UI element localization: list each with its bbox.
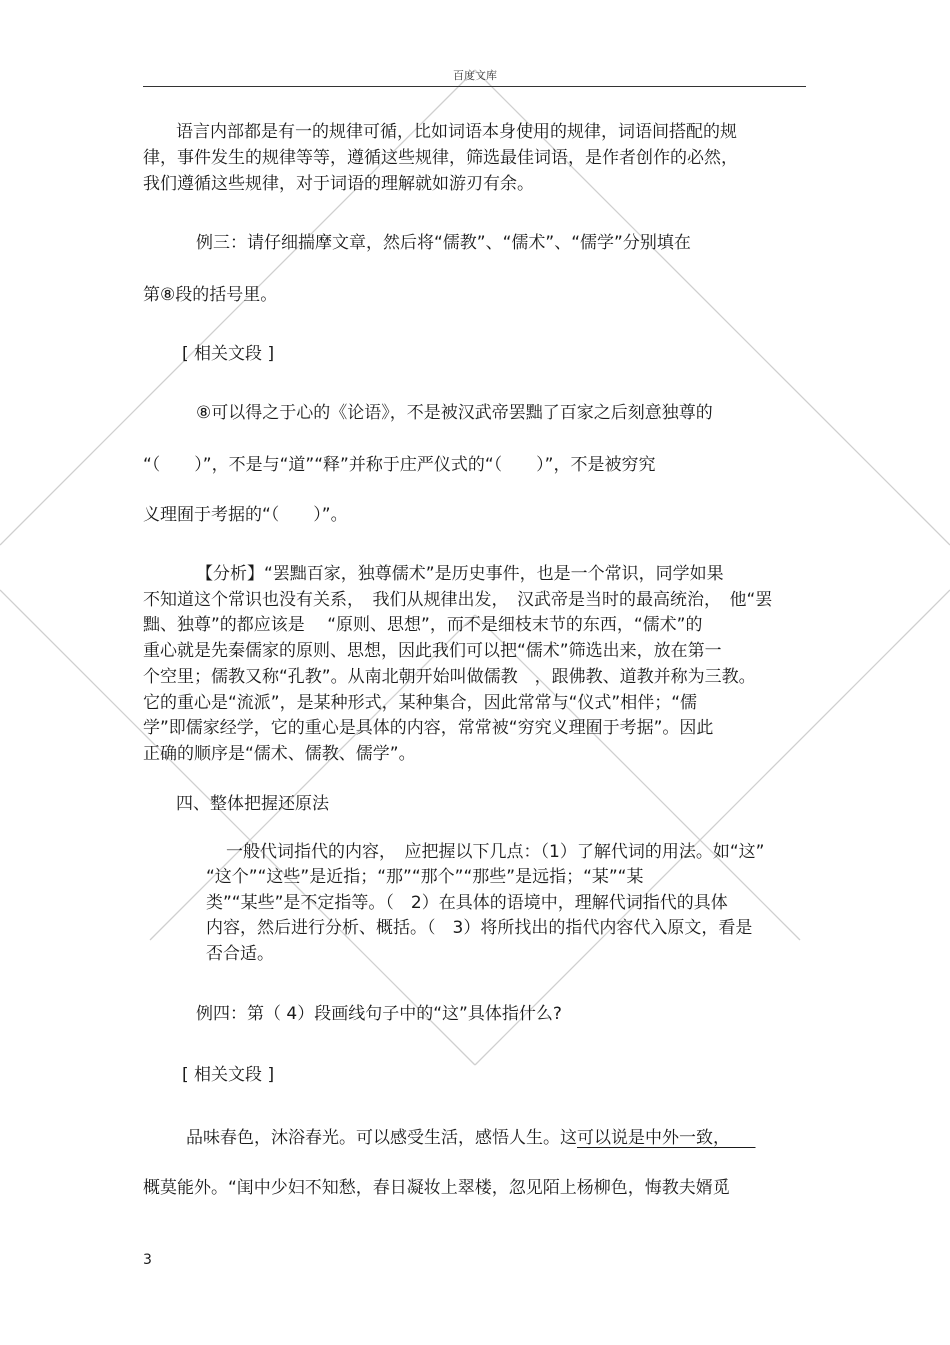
section-heading: 四、整体把握还原法 bbox=[176, 794, 329, 814]
text-line: 概莫能外。“闺中少妇不知愁，春日凝妆上翠楼，忽见陌上杨柳色，悔教夫婿觅 bbox=[143, 1178, 730, 1198]
text-line: 否合适。 bbox=[206, 944, 274, 964]
text-line: 律，事件发生的规律等等，遵循这些规律，筛选最佳词语，是作者创作的必然， bbox=[143, 148, 738, 168]
example-four: 例四：第（ 4）段画线句子中的“这”具体指什么? bbox=[196, 1004, 562, 1024]
text-line: 我们遵循这些规律，对于词语的理解就如游刃有余。 bbox=[143, 174, 534, 194]
text-line: ⑧可以得之于心的《论语》，不是被汉武帝罢黜了百家之后刻意独尊的 bbox=[196, 403, 713, 423]
underlined-sentence: 可以说是中外一致， bbox=[577, 1128, 756, 1148]
text-line: 个空里；儒教又称“孔教”。从南北朝开始叫做儒教 ，跟佛教、道教并称为三教。 bbox=[143, 667, 756, 687]
text-line: “（ ）”，不是与“道”“释”并称于庄严仪式的“（ ）”，不是被穷究 bbox=[143, 455, 656, 475]
text-line: 【分析】“罢黜百家，独尊儒术”是历史事件，也是一个常识，同学如果 bbox=[196, 564, 724, 584]
related-passage-heading: [ 相关文段 ] bbox=[182, 1065, 275, 1085]
related-passage-heading: [ 相关文段 ] bbox=[182, 344, 275, 364]
text-line: “这个”“这些”是近指；“那”“那个”“那些”是远指；“某”“某 bbox=[206, 867, 644, 887]
text-line: 学”即儒家经学，它的重心是具体的内容，常常被“穷究义理囿于考据”。因此 bbox=[143, 718, 714, 738]
text-line: 义理囿于考据的“（ ）”。 bbox=[143, 505, 348, 525]
text-line: 第⑧段的括号里。 bbox=[143, 285, 278, 305]
text-line bbox=[186, 1128, 756, 1148]
text-line: 黜、独尊”的都应该是 “原则、思想”，而不是细枝末节的东西，“儒术”的 bbox=[143, 615, 703, 635]
text-line: 它的重心是“流派”，是某种形式，某种集合，因此常常与“仪式”相伴；“儒 bbox=[143, 693, 698, 713]
page-number: 3 bbox=[143, 1252, 152, 1268]
plain-text: 品味春色，沐浴春光。可以感受生活，感悟人生。这 bbox=[186, 1128, 577, 1148]
text-line: 类”“某些”是不定指等。（ 2）在具体的语境中，理解代词指代的具体 bbox=[206, 893, 728, 913]
text-line: 正确的顺序是“儒术、儒教、儒学”。 bbox=[143, 744, 416, 764]
text-line: 语言内部都是有一的规律可循，比如词语本身使用的规律，词语间搭配的规 bbox=[176, 122, 737, 142]
text-line: 例三：请仔细揣摩文章，然后将“儒教”、“儒术”、“儒学”分别填在 bbox=[196, 233, 691, 253]
page-header: 百度文库 bbox=[453, 69, 497, 82]
header-rule bbox=[143, 86, 806, 87]
text-line: 一般代词指代的内容， 应把握以下几点：（1）了解代词的用法。如“这” bbox=[226, 842, 765, 862]
text-line: 重心就是先秦儒家的原则、思想，因此我们可以把“儒术”筛选出来，放在第一 bbox=[143, 641, 722, 661]
text-line: 内容，然后进行分析、概括。（ 3）将所找出的指代内容代入原文，看是 bbox=[206, 918, 753, 938]
text-line: 不知道这个常识也没有关系， 我们从规律出发， 汉武帝是当时的最高统治， 他“罢 bbox=[143, 590, 773, 610]
